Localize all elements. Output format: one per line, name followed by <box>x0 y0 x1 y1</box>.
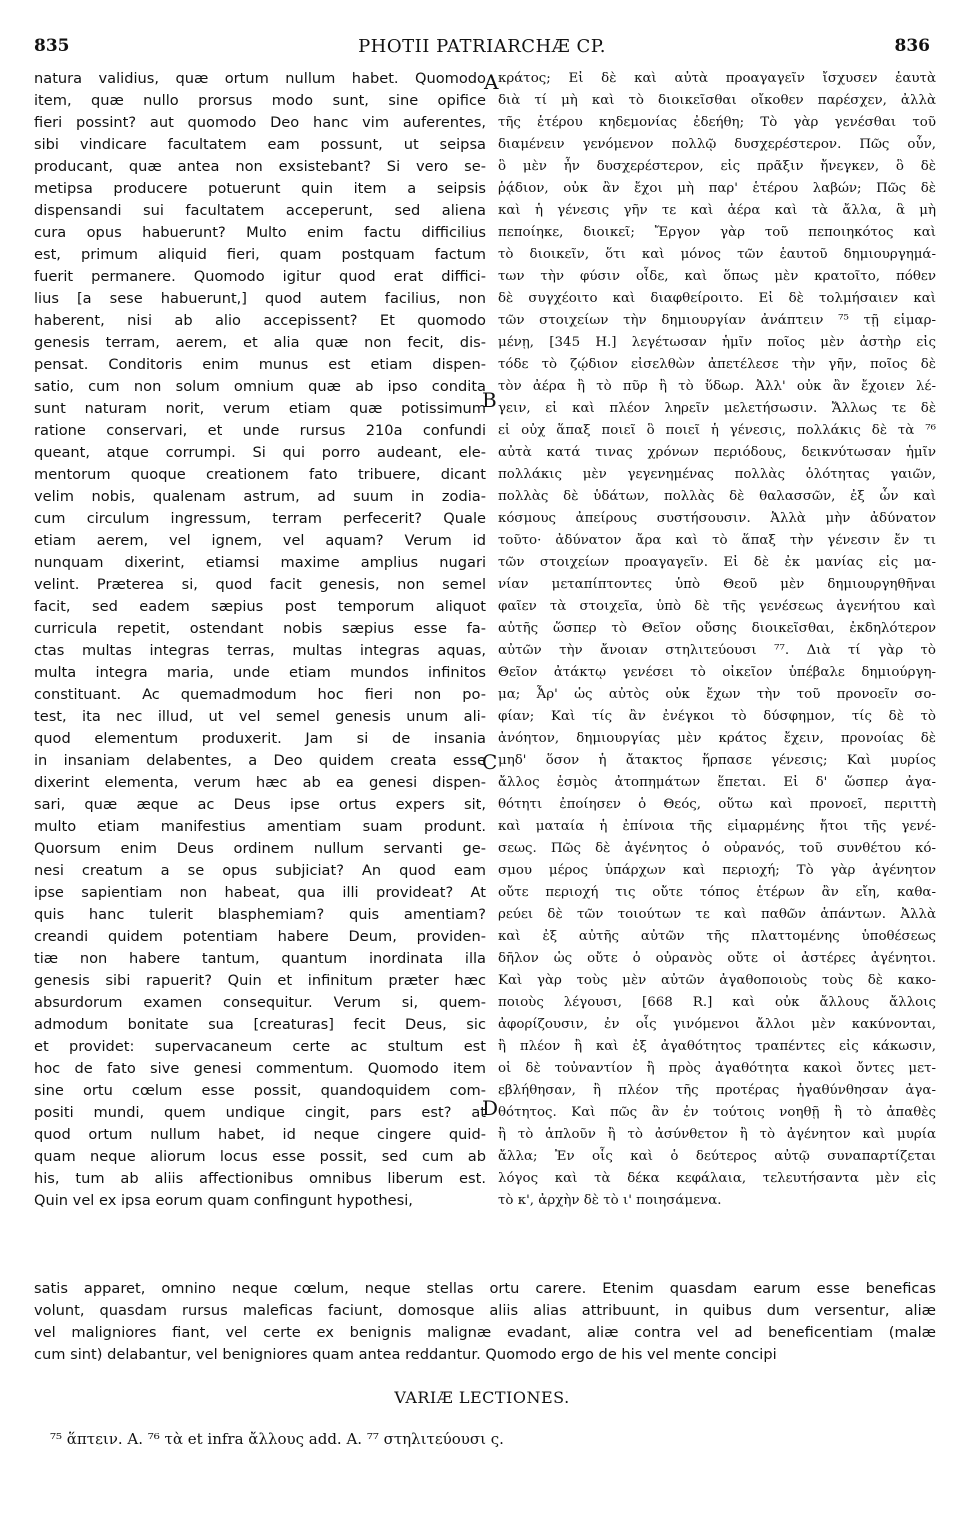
greek-text-line: τῆς ἑτέρου κηδεμονίας ἐδεήθη; Τὸ γὰρ γενέσθαι τοῦ <box>498 115 936 130</box>
greek-text-line: τῶν στοιχείων τὴν δημιουργίαν ἀνάπτειν ⁷⁵ τῇ εἱμαρ- <box>498 313 936 328</box>
variae-lectiones-title: VARIÆ LECTIONES. <box>394 1388 570 1407</box>
greek-text-line: καὶ ἡ γένεσις γῆν τε καὶ ἀέρα καὶ τὰ ἄλλα, ἃ μὴ <box>498 203 936 218</box>
greek-text-line: ποιοὺς λέγουσι, [668 R.] καὶ οὐκ ἄλλους ἄλλοις <box>498 995 936 1010</box>
greek-text-line: καὶ ἐξ αὐτῆς αὐτῶν τῆς πλαττομένης ὑποθέσεως <box>498 929 936 944</box>
greek-text-line: θότητος. Καὶ πῶς ἂν ἐν τούτοις νοηθῇ ἢ τὸ ἀπαθὲς <box>498 1105 936 1120</box>
page-number-left: 835 <box>34 36 70 56</box>
latin-text-line: ratione conservari, et unde rursus 210a confundi <box>34 422 486 439</box>
greek-text-line: φίαν; Καὶ τίς ἂν ἐνέγκοι τὸ δύσφημον, τίς δὲ τὸ <box>498 709 936 724</box>
latin-text-line: genesis sibi rapuerit? Quin et infinitum præter hæc <box>34 972 486 989</box>
latin-text-line: queant, atque corrumpi. Si qui porro audeant, ele- <box>34 444 486 461</box>
latin-text-line: dispensandi sui facultatem acceperunt, sed aliena <box>34 202 486 219</box>
latin-text-line: genesis terram, aerem, et alia quæ non fecit, dis- <box>34 334 486 351</box>
latin-text-line: velint. Præterea si, quod facit genesis, non semel <box>34 576 486 593</box>
latin-text-line: Quorsum enim Deus ordinem nullum servanti ge- <box>34 840 486 857</box>
latin-text-line: fuerit permanere. Quomodo igitur quod erat diffici- <box>34 268 486 285</box>
greek-text-line: ῥᾴδιον, οὐκ ἂν ἔχοι μὴ παρ' ἑτέρου λαβών; Πῶς δὲ <box>498 181 936 196</box>
greek-text-line: ἀνόητον, δημιουργίας μὲν κράτος ἔχειν, προνοίας δὲ <box>498 731 936 746</box>
greek-text-line: ἢ πλέον ἢ καὶ ἐξ ἀγαθότητος τραπέντες εἰς κάκωσιν, <box>498 1039 936 1054</box>
latin-text-line: satis apparet, omnino neque cœlum, neque stellas ortu carere. Etenim quasdam earum esse beneficas <box>34 1280 936 1297</box>
greek-text-line: τὸ κ', ἀρχὴν δὲ τὸ ι' ποιησάμενα. <box>498 1193 722 1208</box>
greek-text-line: τῶν στοιχείων προαγαγεῖν. Εἰ δὲ ἐκ μανίας εἰς μα- <box>498 555 936 570</box>
page-number-right: 836 <box>894 36 930 56</box>
latin-text-line: multa integra maria, unde etiam mundos infinitos <box>34 664 486 681</box>
greek-text-line: διαμένειν γενόμενον πολλῷ δυσχερέστερον. Πῶς οὖν, <box>498 137 936 152</box>
variae-lectiones-notes: ⁷⁵ ἅπτειν. A. ⁷⁶ τὰ et infra ἄλλους add. A. ⁷⁷ στηλιτεύουσι ς. <box>50 1430 504 1448</box>
greek-text-line: εβλήθησαν, ἢ πλέον τῆς προτέρας ἠγαθύνθησαν ἀγα- <box>498 1083 936 1098</box>
latin-text-line: sari, quæ æque ac Deus ipse ortus expers sit, <box>34 796 486 813</box>
greek-text-line: Καὶ γὰρ τοὺς μὲν αὐτῶν ἀγαθοποιοὺς τοὺς δὲ κακο- <box>498 973 936 988</box>
greek-column <box>498 68 936 1212</box>
greek-text-line: οἱ δὲ τοὐναντίον ἢ πρὸς ἀγαθότητα κακοὶ ὄντες μετ- <box>498 1061 936 1076</box>
latin-text-line: fieri possint? aut quomodo Deo hanc vim auferentes, <box>34 114 486 131</box>
latin-text-line: hoc de fato sive genesi commentum. Quomodo item <box>34 1060 486 1077</box>
greek-text-line: φαῖεν τὰ στοιχεῖα, ὑπὸ δὲ τῆς γενέσεως ἀγενήτου καὶ <box>498 599 936 614</box>
greek-text-line: μηδ' ὅσον ἡ ἄτακτος ἥρπασε γένεσις; Καὶ μυρίος <box>498 753 936 768</box>
latin-text-line: natura validius, quæ ortum nullum habet. Quomodo <box>34 70 486 87</box>
greek-text-line: Θεῖον ἀτάκτῳ γενέσει τὸ οἰκεῖον ὑπέβαλε δημιούργη- <box>498 665 936 680</box>
running-title: PHOTII PATRIARCHÆ CP. <box>358 36 606 57</box>
greek-text-line: διὰ τί μὴ καὶ τὸ διοικεῖσθαι οἴκοθεν παρέσχεν, ἀλλὰ <box>498 93 936 108</box>
latin-text-line: mentorum quoque creationem fato tribuere, dicant <box>34 466 486 483</box>
greek-text-line: κράτος; Εἰ δὲ καὶ αὐτὰ προαγαγεῖν ἴσχυσεν ἑαυτὰ <box>498 71 936 86</box>
section-marker-b: B <box>482 388 497 412</box>
greek-text-line: αὐτὰ κατά τινας χρόνων περιόδους, δεικνύτωσαν ἡμῖν <box>498 445 936 460</box>
latin-text-line: multo etiam manifestius amentiam suam produnt. <box>34 818 486 835</box>
latin-text-line: metipsa producere potuerunt quin item a seipsis <box>34 180 486 197</box>
greek-text-line: θότητι ἐποίησεν ὁ Θεός, οὕτω καὶ προνοεῖ, περιττὴ <box>498 797 936 812</box>
latin-text-line: velim nobis, qualenam astrum, ad suum in zodia- <box>34 488 486 505</box>
latin-text-line: his, tum ab aliis affectionibus omnibus liberum est. <box>34 1170 486 1187</box>
section-marker-a: A <box>484 70 499 94</box>
latin-column <box>34 68 486 1212</box>
latin-text-line: dixerint elementa, verum hæc ab ea genesi dispen- <box>34 774 486 791</box>
latin-text-line: satio, cum non solum omnium quæ ab ipso condita <box>34 378 486 395</box>
greek-text-line: τοῦτο· ἀδύνατον ἄρα καὶ τὸ ἅπαξ τὴν γένεσιν ἔν τι <box>498 533 936 548</box>
latin-text-line: quod ortum nullum habet, id neque cingere quid- <box>34 1126 486 1143</box>
latin-text-line: positi mundi, quem undique cingit, pars est? at <box>34 1104 486 1121</box>
latin-text-line: constituant. Ac quemadmodum hoc fieri non po- <box>34 686 486 703</box>
latin-text-line: ctas multas integras terras, multas integras aquas, <box>34 642 486 659</box>
latin-text-line: quam neque aliorum locus esse possit, sed cum ab <box>34 1148 486 1165</box>
greek-text-line: καὶ ματαία ἡ ἐπίνοια τῆς εἱμαρμένης ἤτοι τῆς γενέ- <box>498 819 936 834</box>
greek-text-line: τὸν ἀέρα ἢ τὸ πῦρ ἢ τὸ ὕδωρ. Ἀλλ' οὐκ ἂν ἔχοιεν λέ- <box>498 379 936 394</box>
latin-text-line: facit, sed eadem sæpius post temporum aliquot <box>34 598 486 615</box>
latin-text-line: Quin vel ex ipsa eorum quam confingunt hypothesi, <box>34 1192 413 1209</box>
greek-text-line: μα; Ἆρ' ὡς αὐτὸς οὐκ ἔχων τὴν τοῦ προνοεῖν σο- <box>498 687 936 702</box>
latin-text-line: sunt naturam norit, verum etiam quæ potissimum <box>34 400 486 417</box>
latin-text-line: cura opus habuerunt? Multo enim factu difficilius <box>34 224 486 241</box>
greek-text-line: πολλάκις μὲν γεγενημένας πολλὰς ὁλότητας γαιῶν, <box>498 467 936 482</box>
greek-text-line: δῆλον ὡς οὔτε ὁ οὐρανὸς οὔτε οἱ ἀστέρες ἀγένητοι. <box>498 951 936 966</box>
greek-text-line: γειν, εἰ καὶ πλέον ληρεῖν μελετήσωσιν. Ἄλλως τε δὲ <box>498 401 936 416</box>
greek-text-line: ἀφορίζουσιν, ἐν οἷς γινόμενοι ἄλλοι μὲν κακύνονται, <box>498 1017 936 1032</box>
latin-text-line: quod elementum produxerit. Jam si de insania <box>34 730 486 747</box>
greek-text-line: ἄλλος ἑσμὸς ἀτοπημάτων ἕπεται. Εἰ δ' ὥσπερ ἀγα- <box>498 775 936 790</box>
latin-text-line: admodum bonitate sua [creaturas] fecit Deus, sic <box>34 1016 486 1033</box>
latin-text-line: curricula repetit, ostendant nobis sæpius esse fa- <box>34 620 486 637</box>
latin-text-line: pensat. Conditoris enim munus est etiam dispen- <box>34 356 486 373</box>
latin-text-line: volunt, quasdam rursus maleficas faciunt, domosque aliis alias attribuunt, in quibus dum versentur, aliæ <box>34 1302 936 1319</box>
latin-text-line: cum circulum ingressum, terram perfecerit? Quale <box>34 510 486 527</box>
latin-text-line: quis hanc tulerit blasphemiam? quis amentiam? <box>34 906 486 923</box>
greek-text-line: σμου μέρος ὑπάρχων καὶ περιοχή; Τὸ γὰρ ἀγένητον <box>498 863 936 878</box>
latin-text-line: etiam aerem, vel ignem, vel aquam? Verum id <box>34 532 486 549</box>
latin-text-line: sibi vindicare facultatem eam possunt, ut seipsa <box>34 136 486 153</box>
greek-text-line: ἢ τὸ ἁπλοῦν ἢ τὸ ἀσύνθετον ἢ τὸ ἀγένητον καὶ μυρία <box>498 1127 936 1142</box>
greek-text-line: κόσμους ἀπείρους συστήσουσιν. Ἀλλὰ μὴν ἀδύνατον <box>498 511 936 526</box>
latin-text-line: est, primum aliquid fieri, quam postquam factum <box>34 246 486 263</box>
page-header <box>0 30 964 64</box>
greek-text-line: ὃ μὲν ἦν δυσχερέστερον, εἰς πρᾶξιν ἤνεγκεν, ὃ δὲ <box>498 159 936 174</box>
section-marker-c: C <box>482 750 498 774</box>
latin-text-line: test, ita nec illud, ut vel semel genesis unum ali- <box>34 708 486 725</box>
greek-text-line: ἄλλα; Ἐν οἷς καὶ ὁ δεύτερος αὐτῷ συναπαρτίζεται <box>498 1149 936 1164</box>
section-marker-d: D <box>482 1096 499 1120</box>
latin-text-line: vel maligniores fiant, vel certe ex benignis malignæ evadant, aliæ contra vel ad beneficentiam (malæ <box>34 1324 936 1341</box>
greek-text-line: πολλὰς δὲ ὑδάτων, πολλὰς δὲ θαλασσῶν, ἐξ ὧν καὶ <box>498 489 936 504</box>
greek-text-line: πεποίηκε, διοικεῖ; Ἔργον γὰρ τοῦ πεποιηκότος καὶ <box>498 225 936 240</box>
latin-text-line: sine ortu cœlum esse possit, quandoquidem com- <box>34 1082 486 1099</box>
greek-text-line: σεως. Πῶς δὲ ἀγένητος ὁ οὐρανός, τοῦ συνθέτου κό- <box>498 841 936 856</box>
latin-text-line: et providet: supervacaneum certe ac stultum est <box>34 1038 486 1055</box>
greek-text-line: λόγος καὶ τὰ δέκα κεφάλαια, τελευτήσαντα μὲν εἰς <box>498 1171 936 1186</box>
latin-text-line: tiæ non habere tantum, quantum inordinata illa <box>34 950 486 967</box>
latin-text-line: in insaniam delabentes, a Deo quidem creata esse <box>34 752 486 769</box>
latin-text-line: nunquam dixerint, etiamsi maxime amplius nugari <box>34 554 486 571</box>
latin-text-line: nesi creatum a se opus subjiciat? An quod eam <box>34 862 486 879</box>
latin-text-line: lius [a sese habuerunt,] quod autem facilius, non <box>34 290 486 307</box>
greek-text-line: των τὴν φύσιν οἶδε, καὶ ὅπως μὲν κρατοῖτο, πόθεν <box>498 269 936 284</box>
latin-text-line: creandi quidem potentiam habere Deum, providen- <box>34 928 486 945</box>
latin-text-line: haberent, nisi ab alio accepissent? Et quomodo <box>34 312 486 329</box>
greek-text-line: τόδε τὸ ζῴδιον εἰσελθὼν ἀπετέλεσε τὴν γῆν, ποῖος δὲ <box>498 357 936 372</box>
greek-text-line: αὐτῆς ὥσπερ τὸ Θεῖον οὔσης διοικεῖσθαι, ἐκδηλότερον <box>498 621 936 636</box>
latin-text-line: ipse sapientiam non habeat, qua illi provideat? At <box>34 884 486 901</box>
latin-text-line: producant, quæ antea non exsistebant? Si vero se- <box>34 158 486 175</box>
greek-text-line: ρεύει δὲ τῶν τοιούτων τε καὶ παθῶν ἁπάντων. Ἀλλὰ <box>498 907 936 922</box>
greek-text-line: νίαν μεταπίπτοντες ὑπὸ Θεοῦ μὲν δημιουργηθῆναι <box>498 577 936 592</box>
full-width-text <box>34 1278 936 1366</box>
greek-text-line: οὔτε περιοχή τις οὔτε τόπος ἑτέρων ἂν εἴη, καθα- <box>498 885 936 900</box>
greek-text-line: τὸ διοικεῖν, ὅτι καὶ μόνος τῶν ἑαυτοῦ δημιουργημά- <box>498 247 936 262</box>
latin-text-line: cum sint) delabantur, vel benigniores quam antea reddantur. Quomodo ergo de his vel mente concipi <box>34 1346 777 1363</box>
greek-text-line: αὐτῶν τὴν ἄνοιαν στηλιτεύουσι ⁷⁷. Διὰ τί γὰρ τὸ <box>498 643 936 658</box>
latin-text-line: item, quæ nullo prorsus modo sunt, sine opifice <box>34 92 486 109</box>
greek-text-line: δὲ συγχέοιτο καὶ διαφθείροιτο. Εἰ δὲ τολμήσαιεν καὶ <box>498 291 936 306</box>
greek-text-line: εἰ οὐχ ἅπαξ ποιεῖ ὃ ποιεῖ ἡ γένεσις, πολλάκις δὲ τὰ ⁷⁶ <box>498 423 936 438</box>
latin-text-line: absurdorum examen consequitur. Verum si, quem- <box>34 994 486 1011</box>
greek-text-line: μένῃ, [345 H.] λεγέτωσαν ἡμῖν ποῖος μὲν ἀστὴρ εἰς <box>498 335 936 350</box>
